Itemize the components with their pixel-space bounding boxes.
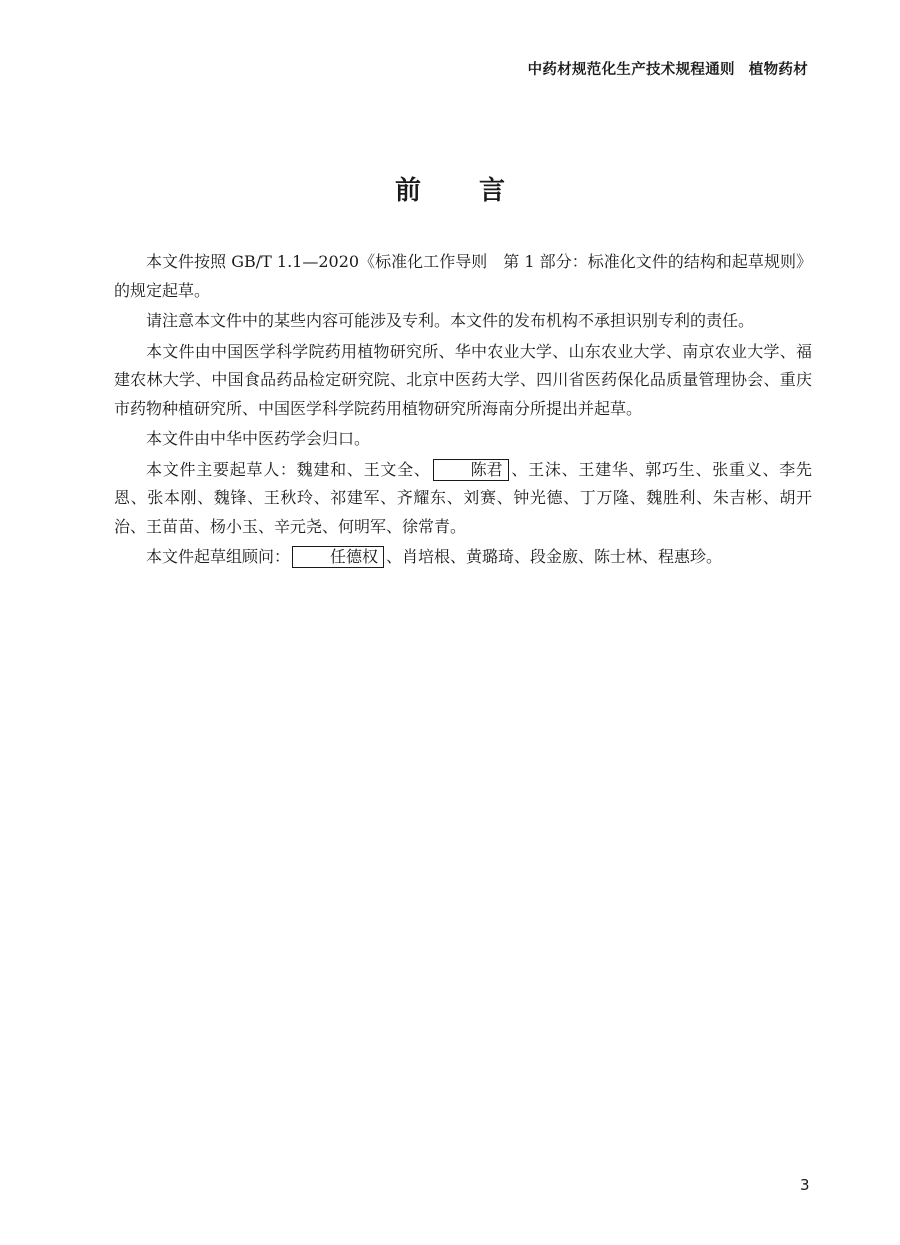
foreword-body (114, 248, 812, 574)
advisors-rest: 、肖培根、黄璐琦、段金廒、陈士林、程惠珍。 (386, 547, 723, 566)
running-header (528, 58, 808, 79)
paragraph-custodian: 本文件由中华中医药学会归口。 (146, 429, 371, 448)
drafters-lead: 本文件主要起草人：魏建和、王文全、 (146, 459, 431, 479)
paragraph-advisors (114, 543, 812, 572)
drafters-rest: 、王沫、王建华、郭巧生、张重义、李先恩、张本刚、魏锋、王秋玲、祁建军、齐耀东、刘赛、钟光德、丁万隆、魏胜利、朱吉彬、胡开治、王苗苗、杨小玉、辛元尧、何明军、徐常青。 (114, 459, 812, 536)
paragraph-drafting-rules: 本文件按照 GB/T 1.1—2020《标准化工作导则 第 1 部分：标准化文件的结构和起草规则》的规定起草。 (114, 252, 812, 300)
page-number: 3 (800, 1176, 810, 1194)
boxed-name-deceased: 陈君 (433, 459, 509, 481)
page-title: 前言 (394, 176, 563, 206)
advisors-lead: 本文件起草组顾问： (146, 547, 291, 566)
paragraph-patent-notice: 请注意本文件中的某些内容可能涉及专利。本文件的发布机构不承担识别专利的责任。 (146, 311, 755, 330)
running-header-category: 植物药材 (748, 62, 808, 78)
paragraph-proposers: 本文件由中国医学科学院药用植物研究所、华中农业大学、山东农业大学、南京农业大学、福建农林大学、中国食品药品检定研究院、北京中医药大学、四川省医药保化品质量管理协会、重庆市药物种植研究所、中国医学科学院药用植物研究所海南分所提出并起草。 (114, 341, 812, 418)
boxed-name-deceased: 任德权 (292, 546, 384, 568)
paragraph-drafters (114, 456, 812, 542)
running-header-title: 中药材规范化生产技术规程通则 (527, 62, 735, 78)
